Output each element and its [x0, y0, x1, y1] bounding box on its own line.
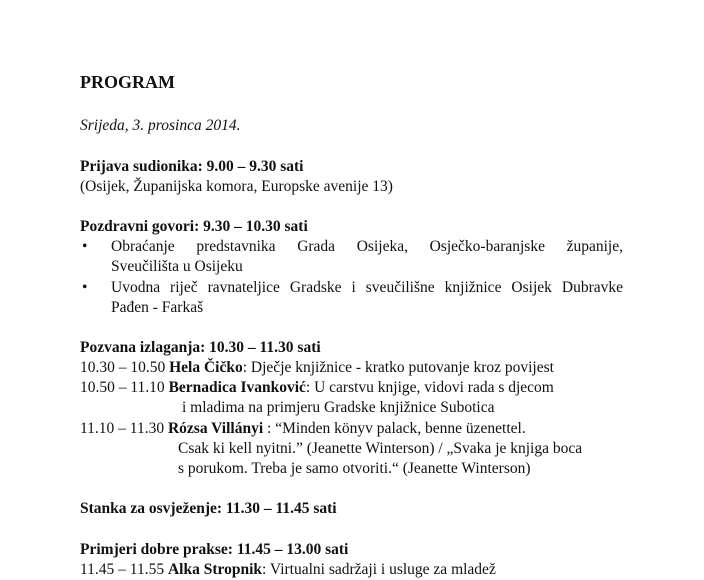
registration-location: (Osijek, Županijska komora, Europske avenije 13) — [80, 178, 393, 195]
talk-title-continuation: s porukom. Treba je samo otvoriti.“ (Jeanette Winterson) — [178, 460, 531, 477]
talk-time: 10.30 – 10.50 — [80, 359, 166, 376]
registration-heading: Prijava sudionika: 9.00 – 9.30 sati — [80, 158, 304, 175]
greeting-item-1-line-1: Obraćanje predstavnika Grada Osijeka, Osječko-baranjske županije, — [111, 238, 623, 255]
event-date: Srijeda, 3. prosinca 2014. — [80, 117, 241, 134]
page-title: PROGRAM — [80, 72, 175, 92]
talk-speaker: Rózsa Villányi — [167, 420, 264, 437]
greeting-item-2-line-2: Pađen - Farkaš — [111, 299, 204, 316]
talk-speaker: Bernadica Ivanković — [168, 379, 306, 396]
talk-row — [80, 560, 496, 580]
talk-time: 10.50 – 11.10 — [80, 379, 165, 396]
talk-title-continuation: i mladima na primjeru Gradske knjižnice Subotica — [182, 399, 495, 416]
invited-talks-heading: Pozvana izlaganja: 10.30 – 11.30 sati — [80, 339, 321, 356]
talk-row — [80, 378, 554, 398]
talk-speaker: Alka Stropnik — [167, 561, 263, 578]
bullet-icon: • — [82, 238, 88, 255]
talk-time: 11.45 – 11.55 — [80, 561, 165, 578]
talk-title-continuation: Csak ki kell nyitni.” (Jeanette Winterson) / „Svaka je knjiga boca — [178, 440, 583, 457]
good-practice-heading: Primjeri dobre prakse: 11.45 – 13.00 sati — [80, 541, 349, 558]
talk-row — [80, 419, 526, 439]
bullet-icon: • — [82, 279, 88, 296]
talk-speaker: Hela Čičko — [169, 359, 243, 376]
talk-title: : “Minden könyv palack, benne üzenettel. — [263, 420, 526, 437]
talk-title: : Dječje knjižnice - kratko putovanje kroz povijest — [242, 359, 554, 376]
talk-title: : Virtualni sadržaji i usluge za mladež — [262, 561, 496, 578]
greeting-item-2-line-1: Uvodna riječ ravnateljice Gradske i sveučilišne knjižnice Osijek Dubravke — [111, 279, 623, 296]
break-heading: Stanka za osvježenje: 11.30 – 11.45 sati — [80, 500, 337, 517]
greeting-item-1-line-2: Sveučilišta u Osijeku — [111, 258, 243, 275]
talk-time: 11.10 – 11.30 — [80, 420, 165, 437]
greetings-heading: Pozdravni govori: 9.30 – 10.30 sati — [80, 218, 308, 235]
talk-row — [80, 358, 554, 378]
talk-title: : U carstvu knjige, vidovi rada s djecom — [305, 379, 554, 396]
